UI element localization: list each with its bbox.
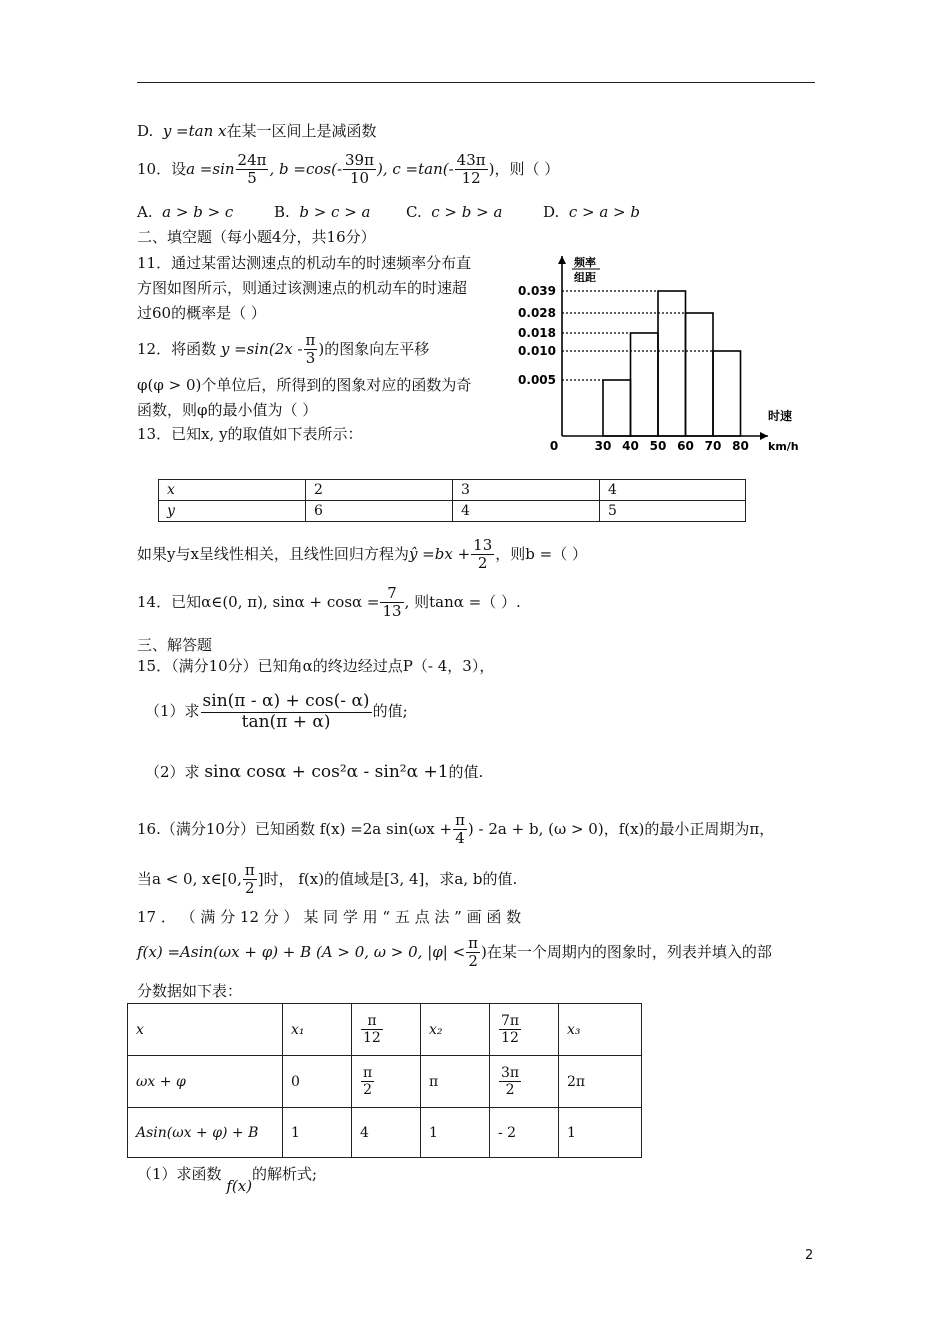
table-row	[159, 501, 746, 522]
q12-line3: 函数，则φ的最小值为（ ）	[137, 401, 318, 419]
table-cell: y	[159, 501, 306, 522]
q17-line1: 17 ． （ 满 分 12 分 ） 某 同 学 用 “ 五 点 法 ” 画 函 数	[137, 908, 522, 926]
table-cell: 2	[306, 480, 453, 501]
q13-intro: 13．已知x, y的取值如下表所示：	[137, 425, 363, 443]
q12-line1: 12．将函数 y =sin(2x - $\frac{\pi}{3}$ )的图象向左平移	[137, 331, 430, 368]
q11-line3: 过60的概率是（ ）	[137, 304, 266, 322]
x-axis-label: 时速	[768, 409, 793, 423]
x-axis-unit: km/h	[768, 440, 799, 453]
q10-option-a: A. a > b > c	[137, 203, 234, 221]
table-cell: x₁	[283, 1004, 352, 1056]
table-cell: ωx + φ	[128, 1056, 283, 1108]
q17-line2: f(x) =Asin(ωx + φ) + B (A > 0, ω > 0, |φ| < $\frac{\pi}{2}$ )在某一个周期内的图象时，列表并填入的部	[137, 934, 772, 971]
table-row	[128, 1108, 642, 1158]
table-cell: - 2	[490, 1108, 559, 1158]
table-cell: Asin(ωx + φ) + B	[128, 1108, 283, 1158]
q11-line2: 方图如图所示，则通过该测速点的机动车的时速超	[137, 279, 468, 297]
x-tick-label: 0	[549, 439, 559, 453]
y-tick-label: 0.039	[518, 284, 556, 298]
q16-line2: 当a < 0, x∈[0, $\frac{\pi}{2}$ ]时， f(x)的值域是[3, 4]，求a, b的值.	[137, 861, 518, 898]
histogram-bar	[631, 333, 659, 436]
table-cell: 4	[600, 480, 746, 501]
table-cell: 2π	[559, 1056, 642, 1108]
table-row	[159, 480, 746, 501]
q11-line1: 11．通过某雷达测速点的机动车的时速频率分布直	[137, 254, 472, 272]
y-axis-label-bottom: 组距	[574, 271, 596, 284]
table-cell: x₂	[421, 1004, 490, 1056]
table-cell: 3	[453, 480, 600, 501]
table-cell: x₃	[559, 1004, 642, 1056]
header-rule	[137, 82, 815, 83]
y-tick-label: 0.028	[518, 306, 556, 320]
y-tick-label: 0.005	[518, 373, 556, 387]
table-cell: π	[421, 1056, 490, 1108]
histogram-plot	[518, 255, 799, 453]
table-cell: 4	[352, 1108, 421, 1158]
q17-part1: （1）求函数 f(x)的解析式;	[137, 1165, 318, 1195]
y-axis-arrow	[558, 256, 566, 264]
q10-frac-b: $\frac{39\pi}{10}$	[345, 151, 374, 188]
q15-part2: （2）求 sinα cosα + cos²α - sin²α +1的值.	[145, 762, 484, 782]
y-tick-label: 0.018	[518, 326, 556, 340]
table-cell: x	[159, 480, 306, 501]
table-cell: $\frac{\pi}{2}$	[352, 1056, 421, 1108]
q15-part1: （1）求 $\frac{\sin(\pi - \alpha) + \cos(- \alpha)}{\tan(\pi + \alpha)}$ 的值;	[145, 691, 408, 732]
table-cell: x	[128, 1004, 283, 1056]
q15-title: 15．（满分10分）已知角α的终边经过点P（- 4，3），	[137, 657, 495, 675]
x-tick-label: 80	[732, 439, 749, 453]
section-2-heading: 二、填空题（每小题4分，共16分）	[137, 228, 376, 246]
q17-table	[127, 1003, 642, 1158]
table-cell: 6	[306, 501, 453, 522]
table-row	[128, 1056, 642, 1108]
section-3-heading: 三、解答题	[137, 636, 213, 654]
table-row	[128, 1004, 642, 1056]
q10-option-c: C. c > b > a	[406, 203, 503, 221]
q13-table	[158, 479, 746, 522]
q10-stem: 10．设a =sin $\frac{24\pi}{5}$ , b =cos(- $\frac{39\pi}{10}$ ), c =tan(- $\frac{43\pi}{12}$ )，则（ ）	[137, 151, 560, 188]
table-cell: 5	[600, 501, 746, 522]
q16-line1: 16.（满分10分）已知函数 f(x) =2a sin(ωx + $\frac{\pi}{4}$ ) - 2a + b, (ω > 0)，f(x)的最小正周期为π，	[137, 811, 775, 848]
table-cell: 1	[283, 1108, 352, 1158]
histogram-bar	[603, 380, 631, 436]
q10-option-d: D. c > a > b	[543, 203, 640, 221]
table-cell: $\frac{7\pi}{12}$	[490, 1004, 559, 1056]
q14-stem: 14．已知α∈(0, π), sinα + cosα = $\frac{7}{13}$ , 则tanα =（ ）.	[137, 584, 521, 621]
table-cell: $\frac{3\pi}{2}$	[490, 1056, 559, 1108]
speed-histogram	[510, 248, 810, 454]
table-cell: 4	[453, 501, 600, 522]
q13-regression: 如果y与x呈线性相关，且线性回归方程为ŷ =bx + $\frac{13}{2}$ ，则b =（ ）	[137, 536, 587, 573]
histogram-bar	[713, 351, 741, 436]
y-tick-label: 0.010	[518, 344, 556, 358]
x-tick-label: 50	[649, 439, 667, 453]
table-cell: 1	[559, 1108, 642, 1158]
x-axis-arrow	[760, 432, 768, 440]
x-tick-label: 70	[704, 439, 722, 453]
q17-line3: 分数据如下表：	[137, 982, 243, 1000]
table-cell: 1	[421, 1108, 490, 1158]
q9-option-d: D. y =tan x在某一区间上是减函数	[137, 122, 377, 140]
table-cell: $\frac{\pi}{12}$	[352, 1004, 421, 1056]
y-axis-label-top: 频率	[574, 256, 596, 269]
table-cell: 0	[283, 1056, 352, 1108]
histogram-bar	[686, 313, 714, 436]
page-number: 2	[805, 1248, 814, 1263]
q10-frac-a: $\frac{24\pi}{5}$	[237, 151, 267, 188]
q10-frac-c: $\frac{43\pi}{12}$	[456, 151, 486, 188]
x-tick-label: 60	[677, 439, 694, 453]
x-tick-label: 40	[622, 439, 639, 453]
x-tick-label: 30	[594, 439, 612, 453]
q10-option-b: B. b > c > a	[274, 203, 371, 221]
q12-line2: φ(φ > 0)个单位后，所得到的图象对应的函数为奇	[137, 376, 472, 394]
